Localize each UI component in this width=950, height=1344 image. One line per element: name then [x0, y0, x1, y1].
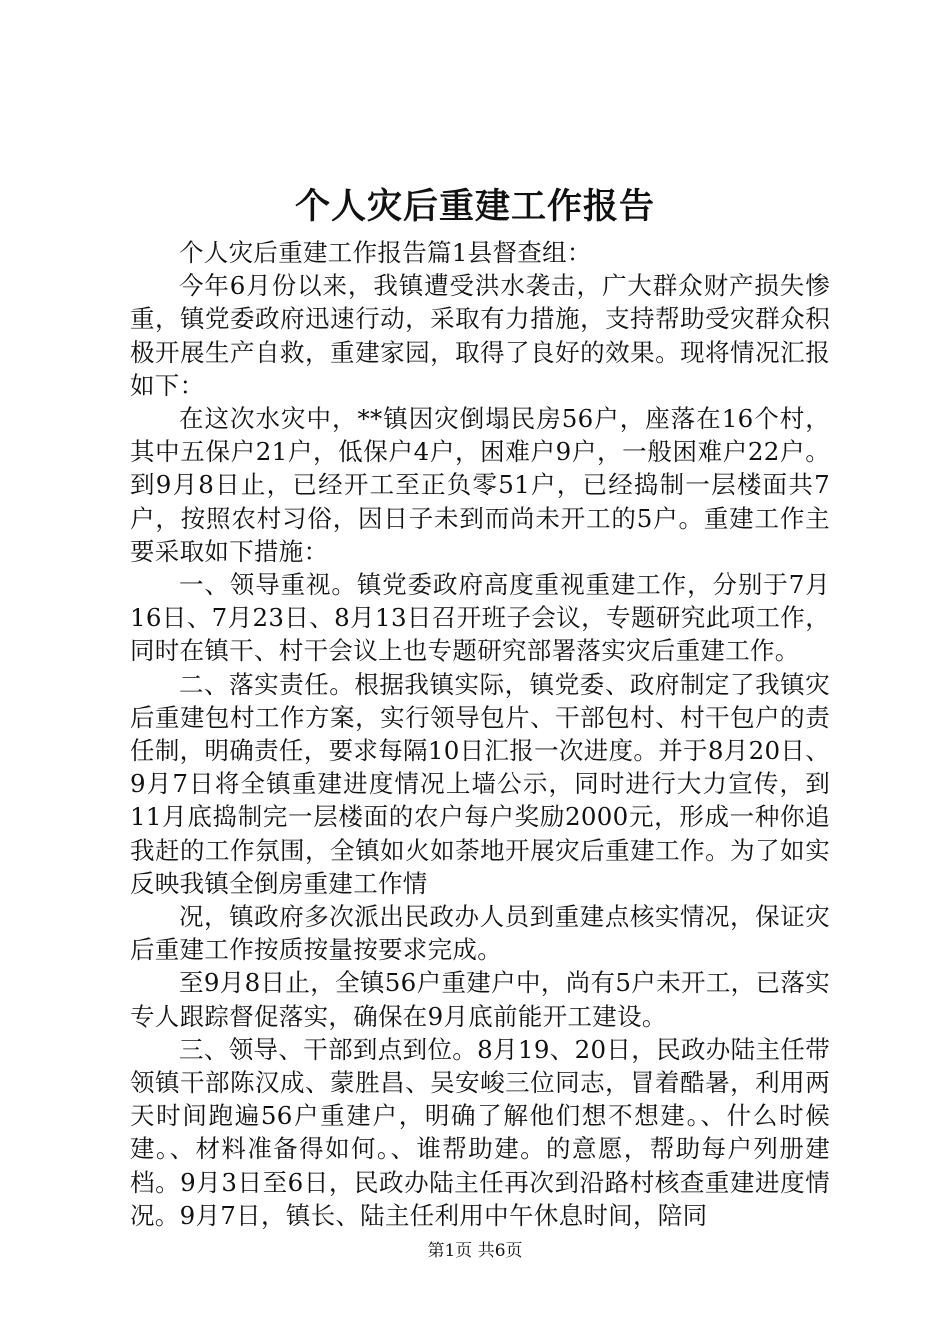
- paragraph-7: 至9月8日止，全镇56户重建户中，尚有5户未开工，已落实专人跟踪督促落实，确保在9月底前能开工建设。: [130, 968, 830, 1031]
- document-body: [130, 236, 830, 1232]
- paragraph-2: 今年6月份以来，我镇遭受洪水袭击，广大群众财产损失惨重，镇党委政府迅速行动，采取有力措施，支持帮助受灾群众积极开展生产自救，重建家园，取得了良好的效果。现将情况汇报如下：: [130, 271, 830, 400]
- paragraph-1: 个人灾后重建工作报告篇1县督查组：: [179, 238, 592, 267]
- paragraph-6: 况，镇政府多次派出民政办人员到重建点核实情况，保证灾后重建工作按质按量按要求完成。: [130, 902, 830, 965]
- paragraph-3: 在这次水灾中，**镇因灾倒塌民房56户，座落在16个村，其中五保户21户，低保户4户，困难户9户，一般困难户22户。到9月8日止，已经开工至正负零51户，已经捣制一层楼面共7户，按照农村习俗，因日子未到而尚未开工的5户。重建工作主要采取如下措施：: [130, 404, 830, 566]
- paragraph-4: 一、领导重视。镇党委政府高度重视重建工作，分别于7月16日、7月23日、8月13日召开班子会议，专题研究此项工作，同时在镇干、村干会议上也专题研究部署落实灾后重建工作。: [130, 570, 830, 666]
- document-title: 个人灾后重建工作报告: [294, 186, 655, 227]
- page-number-footer: 第1页 共6页: [427, 1241, 523, 1261]
- paragraph-5: 二、落实责任。根据我镇实际，镇党委、政府制定了我镇灾后重建包村工作方案，实行领导包片、干部包村、村干包户的责任制，明确责任，要求每隔10日汇报一次进度。并于8月20日、9月7日将全镇重建进度情况上墙公示，同时进行大力宣传，到11月底捣制完一层楼面的农户每户奖励2000元，形成一种你追我赶的工作氛围，全镇如火如荼地开展灾后重建工作。为了如实反映我镇全倒房重建工作情: [130, 669, 830, 898]
- paragraph-8: 三、领导、干部到点到位。8月19、20日，民政办陆主任带领镇干部陈汉成、蒙胜昌、吴安峻三位同志，冒着酷暑，利用两天时间跑遍56户重建户，明确了解他们想不想建。、什么时候建。、材料准备得如何。、谁帮助建。的意愿，帮助每户列册建档。9月3日至6日，民政办陆主任再次到沿路村核查重建进度情况。9月7日，镇长、陆主任利用中午休息时间，陪同: [130, 1034, 830, 1230]
